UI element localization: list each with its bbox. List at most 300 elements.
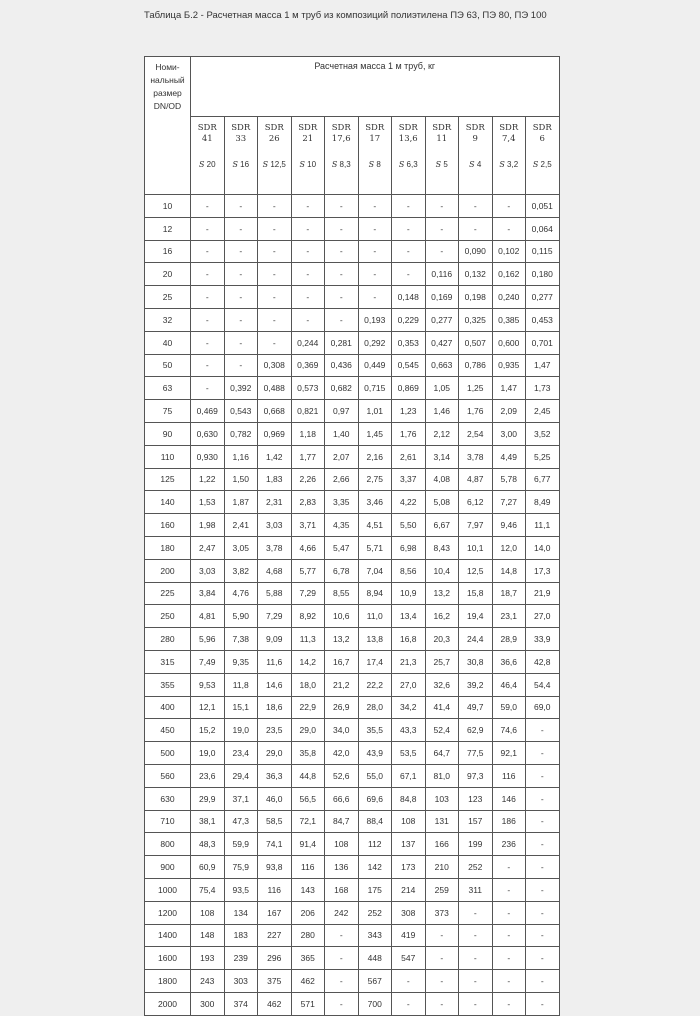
table-row bbox=[145, 536, 560, 559]
mass-cell: 374 bbox=[224, 992, 258, 1015]
mass-cell: 26,9 bbox=[325, 696, 359, 719]
mass-cell: - bbox=[425, 195, 459, 218]
mass-cell: 93,8 bbox=[258, 856, 292, 879]
mass-cell: - bbox=[191, 308, 225, 331]
s-series bbox=[258, 159, 291, 170]
mass-cell: 123 bbox=[459, 787, 493, 810]
mass-cell: - bbox=[291, 217, 325, 240]
table-caption: Таблица Б.2 - Расчетная масса 1 м труб из композиций полиэтилена ПЭ 63, ПЭ 80, ПЭ 100 bbox=[144, 10, 547, 21]
sdr-column-header bbox=[258, 117, 292, 195]
table-row bbox=[145, 217, 560, 240]
table-row bbox=[145, 400, 560, 423]
mass-cell: - bbox=[325, 924, 359, 947]
mass-cell: 23,6 bbox=[191, 764, 225, 787]
mass-cell: 0,115 bbox=[526, 240, 560, 263]
mass-cell: 142 bbox=[358, 856, 392, 879]
mass-cell: - bbox=[526, 901, 560, 924]
mass-cell: 4,51 bbox=[358, 514, 392, 537]
mass-cell: 1,01 bbox=[358, 400, 392, 423]
mass-cell: 0,090 bbox=[459, 240, 493, 263]
table-row bbox=[145, 354, 560, 377]
sdr-value: 17,6 bbox=[331, 134, 351, 144]
size-column-header bbox=[145, 57, 191, 195]
mass-cell: - bbox=[258, 240, 292, 263]
table-row bbox=[145, 377, 560, 400]
mass-cell: - bbox=[224, 240, 258, 263]
mass-cell: - bbox=[191, 263, 225, 286]
size-cell: 1600 bbox=[145, 947, 191, 970]
mass-cell: 2,66 bbox=[325, 468, 359, 491]
mass-cell: 59,9 bbox=[224, 833, 258, 856]
mass-cell: 116 bbox=[258, 878, 292, 901]
mass-cell: 1,47 bbox=[526, 354, 560, 377]
mass-cell: 173 bbox=[392, 856, 426, 879]
mass-cell: 92,1 bbox=[492, 742, 526, 765]
mass-cell: 1,87 bbox=[224, 491, 258, 514]
mass-cell: 24,4 bbox=[459, 628, 493, 651]
size-cell: 225 bbox=[145, 582, 191, 605]
size-cell: 500 bbox=[145, 742, 191, 765]
size-cell: 450 bbox=[145, 719, 191, 742]
mass-cell: 59,0 bbox=[492, 696, 526, 719]
size-cell: 90 bbox=[145, 422, 191, 445]
mass-cell: 55,0 bbox=[358, 764, 392, 787]
mass-cell: 108 bbox=[191, 901, 225, 924]
mass-cell: - bbox=[291, 263, 325, 286]
size-cell: 280 bbox=[145, 628, 191, 651]
mass-cell: - bbox=[459, 901, 493, 924]
s-letter: S bbox=[398, 160, 405, 169]
mass-cell: 16,7 bbox=[325, 650, 359, 673]
size-cell: 400 bbox=[145, 696, 191, 719]
mass-cell: 1,25 bbox=[459, 377, 493, 400]
size-cell: 1200 bbox=[145, 901, 191, 924]
mass-cell: 5,77 bbox=[291, 559, 325, 582]
mass-cell: 0,064 bbox=[526, 217, 560, 240]
mass-cell: 2,41 bbox=[224, 514, 258, 537]
mass-cell: 75,9 bbox=[224, 856, 258, 879]
mass-cell: 0,229 bbox=[392, 308, 426, 331]
mass-cell: 77,5 bbox=[459, 742, 493, 765]
mass-cell: - bbox=[325, 240, 359, 263]
mass-cell: - bbox=[459, 947, 493, 970]
mass-cell: - bbox=[325, 217, 359, 240]
mass-cell: - bbox=[258, 263, 292, 286]
mass-cell: - bbox=[425, 947, 459, 970]
mass-cell: 11,0 bbox=[358, 605, 392, 628]
size-cell: 140 bbox=[145, 491, 191, 514]
size-cell: 630 bbox=[145, 787, 191, 810]
mass-cell: 193 bbox=[191, 947, 225, 970]
mass-cell: 0,488 bbox=[258, 377, 292, 400]
mass-cell: 0,935 bbox=[492, 354, 526, 377]
mass-cell: 56,5 bbox=[291, 787, 325, 810]
mass-cell: 116 bbox=[291, 856, 325, 879]
mass-cell: 18,0 bbox=[291, 673, 325, 696]
mass-cell: 186 bbox=[492, 810, 526, 833]
mass-cell: 37,1 bbox=[224, 787, 258, 810]
mass-cell: - bbox=[358, 217, 392, 240]
table-row bbox=[145, 673, 560, 696]
mass-cell: 373 bbox=[425, 901, 459, 924]
mass-cell: 136 bbox=[325, 856, 359, 879]
table-row bbox=[145, 240, 560, 263]
mass-cell: 116 bbox=[492, 764, 526, 787]
mass-cell: 5,90 bbox=[224, 605, 258, 628]
mass-cell: 280 bbox=[291, 924, 325, 947]
mass-cell: 2,47 bbox=[191, 536, 225, 559]
mass-cell: 7,04 bbox=[358, 559, 392, 582]
s-letter: S bbox=[198, 160, 205, 169]
mass-cell: - bbox=[191, 240, 225, 263]
sdr-column-header bbox=[425, 117, 459, 195]
mass-cell: - bbox=[459, 217, 493, 240]
mass-cell: 43,9 bbox=[358, 742, 392, 765]
table-row bbox=[145, 308, 560, 331]
mass-cell: 303 bbox=[224, 970, 258, 993]
mass-cell: - bbox=[492, 924, 526, 947]
mass-cell: 0,180 bbox=[526, 263, 560, 286]
size-cell: 40 bbox=[145, 331, 191, 354]
mass-cell: 13,4 bbox=[392, 605, 426, 628]
mass-cell: 52,4 bbox=[425, 719, 459, 742]
mass-cell: 1,23 bbox=[392, 400, 426, 423]
mass-cell: 7,49 bbox=[191, 650, 225, 673]
size-label-line: размер bbox=[153, 88, 182, 98]
mass-cell: - bbox=[492, 970, 526, 993]
table-row bbox=[145, 286, 560, 309]
mass-cell: 62,9 bbox=[459, 719, 493, 742]
mass-cell: 18,6 bbox=[258, 696, 292, 719]
mass-cell: 42,0 bbox=[325, 742, 359, 765]
mass-cell: 21,3 bbox=[392, 650, 426, 673]
mass-cell: - bbox=[526, 878, 560, 901]
mass-cell: 0,193 bbox=[358, 308, 392, 331]
sdr-value: 13,6 bbox=[398, 134, 418, 144]
mass-cell: 18,7 bbox=[492, 582, 526, 605]
s-value: 2,5 bbox=[540, 160, 552, 169]
mass-cell: 296 bbox=[258, 947, 292, 970]
mass-cell: 7,29 bbox=[258, 605, 292, 628]
size-cell: 180 bbox=[145, 536, 191, 559]
table-row bbox=[145, 856, 560, 879]
mass-cell: 0,507 bbox=[459, 331, 493, 354]
sdr-value: 26 bbox=[268, 134, 280, 144]
table-row bbox=[145, 742, 560, 765]
size-cell: 63 bbox=[145, 377, 191, 400]
mass-cell: 29,9 bbox=[191, 787, 225, 810]
mass-cell: 53,5 bbox=[392, 742, 426, 765]
mass-cell: - bbox=[392, 195, 426, 218]
mass-cell: 308 bbox=[392, 901, 426, 924]
mass-cell: 206 bbox=[291, 901, 325, 924]
mass-cell: 19,0 bbox=[224, 719, 258, 742]
mass-cell: 1,50 bbox=[224, 468, 258, 491]
header-row-sdr bbox=[145, 117, 560, 195]
table-row bbox=[145, 514, 560, 537]
mass-cell: 0,198 bbox=[459, 286, 493, 309]
s-letter: S bbox=[532, 160, 539, 169]
mass-cell: 0,385 bbox=[492, 308, 526, 331]
mass-cell: 16,8 bbox=[392, 628, 426, 651]
mass-cell: 236 bbox=[492, 833, 526, 856]
mass-cell: 300 bbox=[191, 992, 225, 1015]
sdr-value: 33 bbox=[235, 134, 247, 144]
mass-cell: 41,4 bbox=[425, 696, 459, 719]
mass-cell: 6,78 bbox=[325, 559, 359, 582]
mass-cell: 311 bbox=[459, 878, 493, 901]
s-letter: S bbox=[368, 160, 375, 169]
mass-cell: - bbox=[291, 286, 325, 309]
s-series bbox=[325, 159, 358, 170]
mass-cell: - bbox=[526, 787, 560, 810]
mass-cell: - bbox=[325, 195, 359, 218]
mass-cell: 3,03 bbox=[258, 514, 292, 537]
mass-cell: - bbox=[358, 240, 392, 263]
mass-cell: 4,81 bbox=[191, 605, 225, 628]
sdr-column-header bbox=[191, 117, 225, 195]
mass-cell: 14,8 bbox=[492, 559, 526, 582]
mass-cell: 167 bbox=[258, 901, 292, 924]
table-row bbox=[145, 992, 560, 1015]
sdr-label: SDR bbox=[532, 123, 552, 133]
mass-cell: 20,3 bbox=[425, 628, 459, 651]
mass-cell: - bbox=[325, 992, 359, 1015]
mass-cell: - bbox=[358, 286, 392, 309]
size-cell: 125 bbox=[145, 468, 191, 491]
mass-cell: 91,4 bbox=[291, 833, 325, 856]
s-value: 16 bbox=[240, 160, 250, 169]
mass-cell: 66,6 bbox=[325, 787, 359, 810]
mass-cell: 0,930 bbox=[191, 445, 225, 468]
mass-cell: 168 bbox=[325, 878, 359, 901]
mass-cell: 67,1 bbox=[392, 764, 426, 787]
mass-cell: 43,3 bbox=[392, 719, 426, 742]
sdr-value: 17 bbox=[369, 134, 381, 144]
mass-cell: - bbox=[258, 331, 292, 354]
sdr-value: 41 bbox=[201, 134, 213, 144]
sdr-column-header bbox=[291, 117, 325, 195]
table-row bbox=[145, 947, 560, 970]
mass-cell: - bbox=[526, 924, 560, 947]
mass-cell: 0,308 bbox=[258, 354, 292, 377]
mass-cell: 5,50 bbox=[392, 514, 426, 537]
mass-cell: - bbox=[291, 195, 325, 218]
mass-cell: 1,76 bbox=[392, 422, 426, 445]
mass-cell: - bbox=[392, 263, 426, 286]
mass-cell: 2,54 bbox=[459, 422, 493, 445]
mass-cell: 3,78 bbox=[258, 536, 292, 559]
mass-cell: 11,3 bbox=[291, 628, 325, 651]
mass-cell: 462 bbox=[291, 970, 325, 993]
mass-cell: 0,169 bbox=[425, 286, 459, 309]
sdr-label: SDR bbox=[432, 123, 452, 133]
table-row bbox=[145, 628, 560, 651]
mass-cell: 3,71 bbox=[291, 514, 325, 537]
mass-cell: - bbox=[459, 924, 493, 947]
size-cell: 20 bbox=[145, 263, 191, 286]
mass-cell: - bbox=[358, 263, 392, 286]
s-value: 10 bbox=[307, 160, 317, 169]
mass-cell: - bbox=[425, 240, 459, 263]
mass-cell: 7,29 bbox=[291, 582, 325, 605]
mass-cell: - bbox=[492, 947, 526, 970]
mass-cell: 1,40 bbox=[325, 422, 359, 445]
size-cell: 1400 bbox=[145, 924, 191, 947]
size-cell: 315 bbox=[145, 650, 191, 673]
s-letter: S bbox=[499, 160, 505, 169]
mass-cell: 0,782 bbox=[224, 422, 258, 445]
mass-cell: 1,83 bbox=[258, 468, 292, 491]
mass-cell: 462 bbox=[258, 992, 292, 1015]
mass-cell: 3,78 bbox=[459, 445, 493, 468]
sdr-column-header bbox=[392, 117, 426, 195]
s-value: 4 bbox=[476, 160, 482, 169]
sdr-label: SDR bbox=[231, 123, 251, 133]
table-row bbox=[145, 491, 560, 514]
size-cell: 32 bbox=[145, 308, 191, 331]
mass-cell: 11,1 bbox=[526, 514, 560, 537]
mass-cell: 19,4 bbox=[459, 605, 493, 628]
mass-cell: 131 bbox=[425, 810, 459, 833]
mass-cell: - bbox=[325, 970, 359, 993]
mass-cell: 13,2 bbox=[425, 582, 459, 605]
mass-cell: 9,35 bbox=[224, 650, 258, 673]
mass-cell: - bbox=[224, 308, 258, 331]
mass-cell: 46,0 bbox=[258, 787, 292, 810]
mass-cell: 5,88 bbox=[258, 582, 292, 605]
mass-cell: 0,427 bbox=[425, 331, 459, 354]
mass-cell: 15,1 bbox=[224, 696, 258, 719]
mass-cell: 5,96 bbox=[191, 628, 225, 651]
mass-cell: 0,436 bbox=[325, 354, 359, 377]
mass-cell: 23,4 bbox=[224, 742, 258, 765]
s-letter: S bbox=[331, 160, 338, 169]
mass-cell: 571 bbox=[291, 992, 325, 1015]
table-row bbox=[145, 901, 560, 924]
table-row bbox=[145, 468, 560, 491]
mass-cell: 21,2 bbox=[325, 673, 359, 696]
mass-cell: 7,38 bbox=[224, 628, 258, 651]
sdr-value: 6 bbox=[539, 134, 545, 144]
mass-cell: - bbox=[191, 217, 225, 240]
mass-cell: 0,573 bbox=[291, 377, 325, 400]
mass-cell: 227 bbox=[258, 924, 292, 947]
mass-cell: 0,630 bbox=[191, 422, 225, 445]
mass-cell: 157 bbox=[459, 810, 493, 833]
mass-cell: 0,543 bbox=[224, 400, 258, 423]
mass-cell: 0,663 bbox=[425, 354, 459, 377]
pipe-mass-table bbox=[144, 56, 560, 1016]
mass-cell: - bbox=[459, 992, 493, 1015]
mass-cell: 3,82 bbox=[224, 559, 258, 582]
s-letter: S bbox=[469, 160, 475, 169]
mass-cell: 0,545 bbox=[392, 354, 426, 377]
mass-cell: 72,1 bbox=[291, 810, 325, 833]
mass-cell: 6,67 bbox=[425, 514, 459, 537]
mass-cell: 10,6 bbox=[325, 605, 359, 628]
mass-cell: 0,392 bbox=[224, 377, 258, 400]
mass-cell: 35,8 bbox=[291, 742, 325, 765]
mass-cell: - bbox=[325, 263, 359, 286]
mass-cell: 0,668 bbox=[258, 400, 292, 423]
mass-cell: 1,16 bbox=[224, 445, 258, 468]
mass-cell: - bbox=[459, 195, 493, 218]
mass-cell: 17,3 bbox=[526, 559, 560, 582]
mass-cell: 4,68 bbox=[258, 559, 292, 582]
mass-cell: 27,0 bbox=[392, 673, 426, 696]
table-row bbox=[145, 924, 560, 947]
mass-cell: 15,8 bbox=[459, 582, 493, 605]
mass-cell: 6,77 bbox=[526, 468, 560, 491]
table-row bbox=[145, 719, 560, 742]
table-row bbox=[145, 764, 560, 787]
size-cell: 10 bbox=[145, 195, 191, 218]
mass-cell: 13,2 bbox=[325, 628, 359, 651]
mass-cell: 17,4 bbox=[358, 650, 392, 673]
mass-cell: 36,6 bbox=[492, 650, 526, 673]
mass-cell: - bbox=[392, 217, 426, 240]
mass-cell: 0,277 bbox=[425, 308, 459, 331]
mass-cell: 9,53 bbox=[191, 673, 225, 696]
mass-cell: 0,453 bbox=[526, 308, 560, 331]
mass-cell: 5,08 bbox=[425, 491, 459, 514]
table-row bbox=[145, 970, 560, 993]
mass-cell: 49,7 bbox=[459, 696, 493, 719]
mass-cell: 3,05 bbox=[224, 536, 258, 559]
sdr-column-header bbox=[459, 117, 493, 195]
mass-cell: 0,162 bbox=[492, 263, 526, 286]
sdr-column-header bbox=[492, 117, 526, 195]
size-cell: 12 bbox=[145, 217, 191, 240]
mass-cell: 1,05 bbox=[425, 377, 459, 400]
s-series bbox=[191, 159, 224, 170]
mass-cell: 42,8 bbox=[526, 650, 560, 673]
s-value: 8,3 bbox=[339, 160, 351, 169]
mass-cell: 2,83 bbox=[291, 491, 325, 514]
mass-cell: 252 bbox=[358, 901, 392, 924]
table-row bbox=[145, 582, 560, 605]
mass-cell: 14,6 bbox=[258, 673, 292, 696]
mass-cell: 700 bbox=[358, 992, 392, 1015]
mass-cell: 0,051 bbox=[526, 195, 560, 218]
mass-cell: 7,27 bbox=[492, 491, 526, 514]
mass-cell: 2,45 bbox=[526, 400, 560, 423]
mass-cell: - bbox=[526, 970, 560, 993]
mass-cell: 4,49 bbox=[492, 445, 526, 468]
mass-cell: 239 bbox=[224, 947, 258, 970]
sdr-label: SDR bbox=[331, 123, 351, 133]
size-cell: 250 bbox=[145, 605, 191, 628]
mass-cell: 3,00 bbox=[492, 422, 526, 445]
mass-cell: 30,8 bbox=[459, 650, 493, 673]
table-row bbox=[145, 422, 560, 445]
sdr-label: SDR bbox=[499, 123, 519, 133]
table-row bbox=[145, 878, 560, 901]
mass-cell: 21,9 bbox=[526, 582, 560, 605]
mass-cell: 137 bbox=[392, 833, 426, 856]
mass-cell: - bbox=[224, 331, 258, 354]
mass-cell: 84,8 bbox=[392, 787, 426, 810]
mass-cell: - bbox=[191, 331, 225, 354]
mass-cell: - bbox=[526, 947, 560, 970]
mass-cell: 10,9 bbox=[392, 582, 426, 605]
mass-cell: 259 bbox=[425, 878, 459, 901]
mass-cell: - bbox=[191, 354, 225, 377]
table-row bbox=[145, 605, 560, 628]
mass-cell: - bbox=[425, 970, 459, 993]
s-series bbox=[526, 159, 559, 170]
